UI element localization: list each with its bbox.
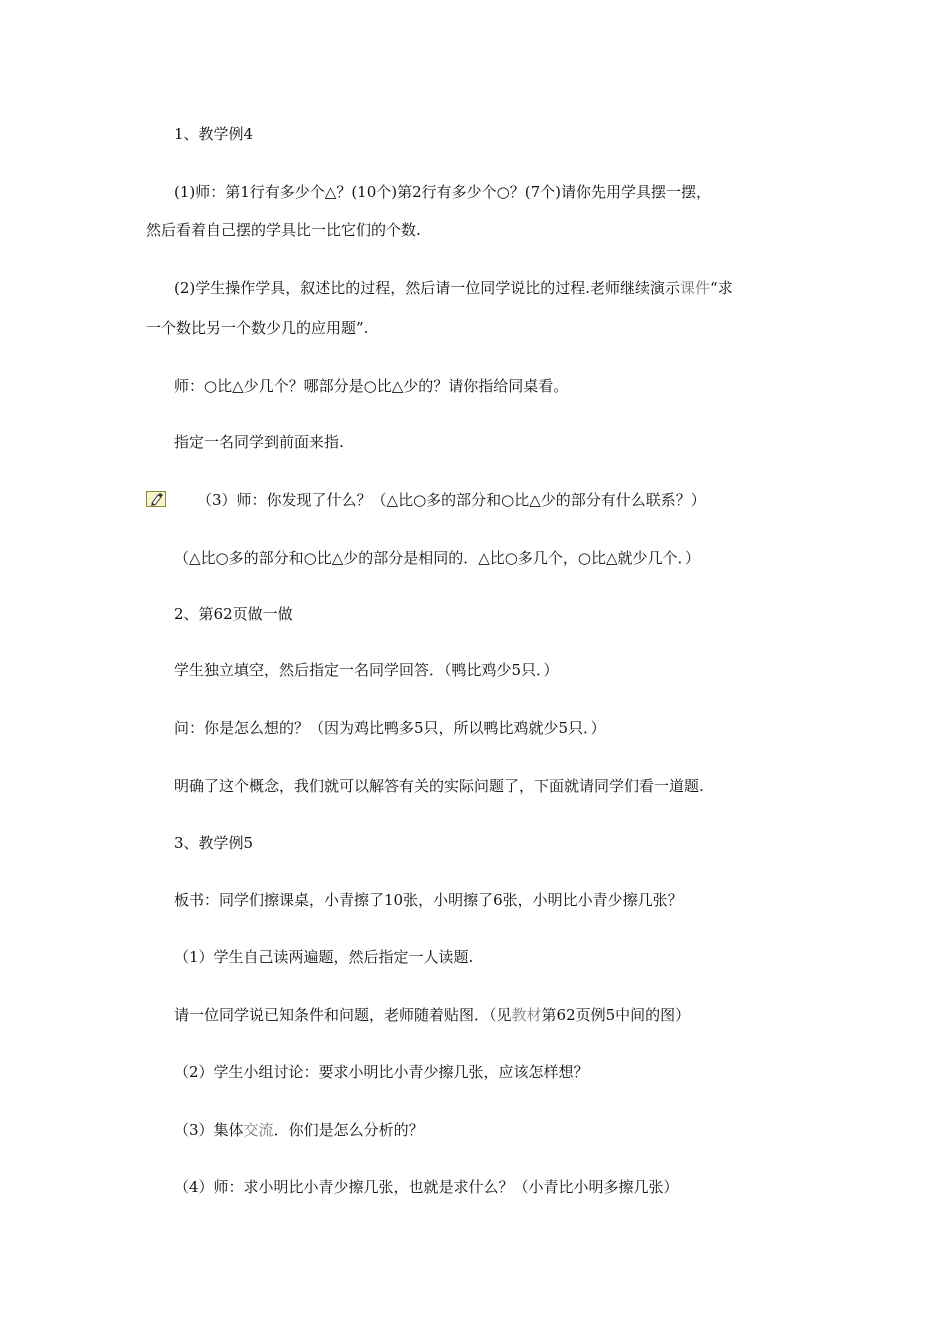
- paragraph-2-text-b: “求: [710, 279, 733, 297]
- paragraph-14-text-a: （3）集体: [174, 1121, 244, 1139]
- section-heading-1: 1、教学例4: [174, 125, 254, 143]
- paragraph-15: （4）师：求小明比小青少擦几张，也就是求什么？（小青比小明多擦几张）: [174, 1178, 679, 1196]
- section-heading-2: 2、第62页做一做: [174, 605, 293, 623]
- exchange-link[interactable]: 交流: [243, 1121, 274, 1139]
- paragraph-1-line-1: (1)师：第1行有多少个△？(10个)第2行有多少个○？(7个)请你先用学具摆一摆，: [174, 183, 712, 201]
- courseware-link[interactable]: 课件: [680, 279, 711, 297]
- paragraph-6: （△比○多的部分和○比△少的部分是相同的．△比○多几个，○比△就少几个．）: [174, 549, 700, 567]
- paragraph-12-text-b: 第62页例5中间的图）: [541, 1006, 691, 1024]
- paragraph-12-text-a: 请一位同学说已知条件和问题，老师随着贴图．（见: [174, 1006, 512, 1024]
- paragraph-5: （3）师：你发现了什么？（△比○多的部分和○比△少的部分有什么联系？）: [197, 491, 706, 509]
- paragraph-9: 明确了这个概念，我们就可以解答有关的实际问题了，下面就请同学们看一道题.: [174, 777, 704, 795]
- paragraph-4: 指定一名同学到前面来指.: [174, 433, 344, 451]
- paragraph-13: （2）学生小组讨论：要求小明比小青少擦几张，应该怎样想？: [174, 1063, 589, 1081]
- paragraph-1-line-2: 然后看着自己摆的学具比一比它们的个数.: [146, 221, 421, 239]
- section-heading-3: 3、教学例5: [174, 834, 254, 852]
- paragraph-10: 板书：同学们擦课桌，小青擦了10张，小明擦了6张，小明比小青少擦几张？: [174, 891, 683, 909]
- paragraph-14-text-b: ．你们是怎么分析的？: [273, 1121, 424, 1139]
- paragraph-12: [174, 1005, 690, 1025]
- comment-note-icon[interactable]: [146, 491, 166, 507]
- paragraph-2-line-2: 一个数比另一个数少几的应用题”.: [146, 319, 369, 337]
- paragraph-2-text-a: (2)学生操作学具，叙述比的过程，然后请一位同学说比的过程.老师继续演示: [174, 279, 681, 297]
- paragraph-11: （1）学生自己读两遍题，然后指定一人读题.: [174, 948, 474, 966]
- paragraph-3: 师：○比△少几个？哪部分是○比△少的？请你指给同桌看。: [174, 377, 569, 395]
- paragraph-2-line-1: [174, 278, 733, 298]
- paragraph-7: 学生独立填空，然后指定一名同学回答．（鸭比鸡少5只．）: [174, 661, 559, 679]
- textbook-link[interactable]: 教材: [511, 1006, 542, 1024]
- paragraph-14: [174, 1120, 424, 1140]
- paragraph-8: 问：你是怎么想的？（因为鸡比鸭多5只，所以鸭比鸡就少5只．）: [174, 719, 606, 737]
